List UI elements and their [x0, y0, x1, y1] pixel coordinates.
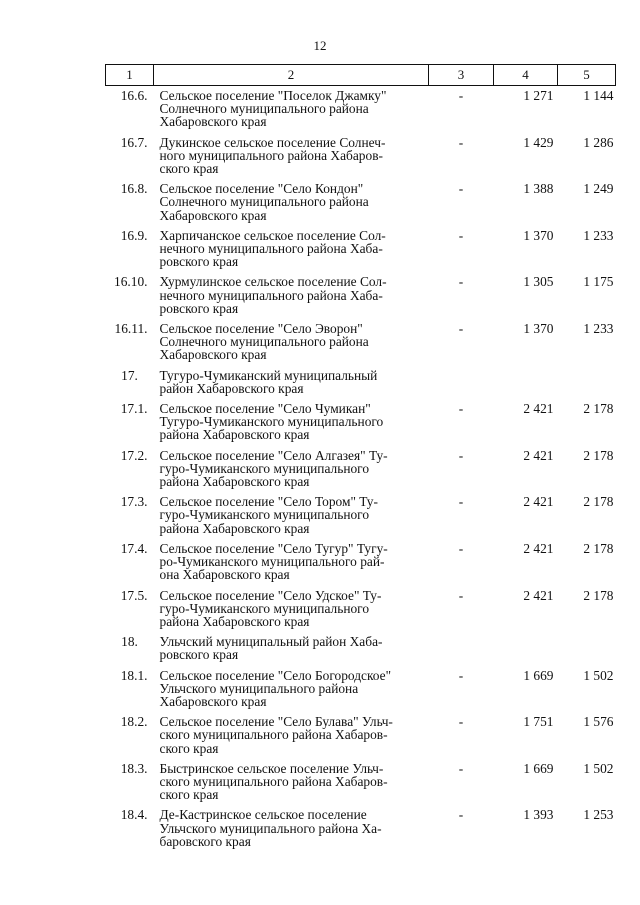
col3-value: -	[458, 134, 464, 150]
col3-value: -	[458, 88, 464, 103]
table-row	[106, 632, 616, 665]
row-number: 18.2.	[120, 714, 148, 730]
settlement-name	[154, 805, 429, 852]
col3-value: -	[458, 807, 464, 823]
row-number: 16.11.	[114, 321, 148, 337]
header-col-2: 2	[154, 65, 429, 86]
table-row	[106, 366, 616, 399]
settlement-name-line: Солнечного муниципального района	[159, 194, 369, 210]
table-row	[106, 759, 616, 806]
row-number: 16.9.	[120, 227, 148, 243]
col4-value: 1 370	[523, 227, 554, 243]
col4-value: 2 421	[523, 494, 554, 510]
settlement-name-line: Солнечного муниципального района	[159, 101, 369, 117]
table-row	[106, 666, 616, 713]
col4-value: 1 370	[523, 321, 554, 337]
settlement-name-line: Сельское поселение "Село Тором" Ту-	[159, 494, 378, 510]
col3-value: -	[458, 494, 464, 510]
col3-value: -	[458, 714, 464, 730]
settlement-name-line: она Хабаровского края	[159, 567, 290, 583]
col4-value: 2 421	[523, 540, 554, 556]
settlement-name-line: Быстринское сельское поселение Ульч-	[159, 760, 384, 776]
row-number: 16.7.	[120, 134, 148, 150]
settlement-name-line: Тугуро-Чумиканского муниципального	[159, 414, 384, 430]
col4-value: 1 669	[523, 667, 554, 683]
settlement-name-line: ского муниципального района Хабаров-	[159, 727, 388, 743]
settlement-name-line: нечного муниципального района Хаба-	[159, 287, 383, 303]
settlement-name-line: Ульчского муниципального района	[159, 680, 359, 696]
settlement-name-line: Хабаровского края	[159, 114, 267, 130]
col4-value: 1 393	[523, 807, 554, 823]
col5-value: 1 144	[583, 88, 614, 103]
col3-value: -	[458, 321, 464, 337]
col4-value: 1 669	[523, 760, 554, 776]
settlement-name	[154, 539, 429, 586]
row-number: 17.	[121, 367, 138, 383]
row-number: 17.2.	[120, 447, 148, 463]
row-number: 18.	[121, 634, 138, 650]
col5-value: 2 178	[583, 587, 614, 603]
settlement-name-line: Сельское поселение "Село Булава" Ульч-	[159, 714, 393, 730]
table-body	[106, 86, 616, 852]
settlement-name	[154, 319, 429, 366]
settlement-name-line: Сельское поселение "Село Удское" Ту-	[159, 587, 382, 603]
row-number: 18.1.	[120, 667, 148, 683]
col5-value: 2 178	[583, 540, 614, 556]
settlements-table	[105, 64, 616, 852]
col3-value: -	[458, 667, 464, 683]
settlement-name-line: Дукинское сельское поселение Солнеч-	[159, 134, 386, 150]
row-number: 16.8.	[120, 181, 148, 197]
settlement-name-line: Сельское поселение "Поселок Джамку"	[159, 88, 387, 103]
table-row	[106, 319, 616, 366]
settlement-name-line: гуро-Чумиканского муниципального	[159, 507, 370, 523]
settlement-name	[154, 492, 429, 539]
settlement-name	[154, 133, 429, 180]
header-col-1: 1	[106, 65, 154, 86]
settlement-name	[154, 759, 429, 806]
settlement-name-line: Сельское поселение "Село Эворон"	[159, 321, 363, 337]
settlement-name-line: ровского края	[159, 254, 239, 270]
header-row	[106, 65, 616, 86]
table-row	[106, 272, 616, 319]
settlement-name-line: района Хабаровского края	[159, 427, 310, 443]
table-row	[106, 399, 616, 446]
settlement-name	[154, 86, 429, 133]
col5-value: 2 178	[583, 447, 614, 463]
col4-value: 1 271	[523, 88, 554, 103]
settlement-name-line: район Хабаровского края	[159, 380, 304, 396]
settlement-name	[154, 632, 429, 665]
settlement-name-line: Солнечного муниципального района	[159, 334, 369, 350]
settlement-name-line: ровского края	[159, 647, 239, 663]
col4-value: 2 421	[523, 587, 554, 603]
col5-value: 1 502	[583, 760, 614, 776]
settlement-name	[154, 399, 429, 446]
col4-value: 1 429	[523, 134, 554, 150]
settlement-name	[154, 666, 429, 713]
settlement-name-line: баровского края	[159, 833, 251, 849]
row-number: 16.6.	[120, 88, 148, 103]
row-number: 17.5.	[120, 587, 148, 603]
table-row	[106, 179, 616, 226]
table-row	[106, 86, 616, 133]
table-row	[106, 133, 616, 180]
settlement-name	[154, 586, 429, 633]
settlement-name-line: Хурмулинское сельское поселение Сол-	[159, 274, 387, 290]
page-number: 12	[313, 38, 327, 53]
col3-value: -	[458, 447, 464, 463]
settlement-name	[154, 226, 429, 273]
settlement-name-line: Хабаровского края	[159, 347, 267, 363]
settlement-name-line: нечного муниципального района Хаба-	[159, 241, 383, 257]
col3-value: -	[458, 181, 464, 197]
settlement-name-line: Ульчского муниципального района Ха-	[159, 820, 382, 836]
settlement-name-line: Харпичанское сельское поселение Сол-	[159, 227, 386, 243]
table-row	[106, 446, 616, 493]
col4-value: 1 751	[523, 714, 554, 730]
table-row	[106, 805, 616, 852]
settlement-name-line: Сельское поселение "Село Тугур" Тугу-	[159, 540, 388, 556]
col5-value: 1 286	[583, 134, 614, 150]
settlement-name-line: ро-Чумиканского муниципального рай-	[159, 554, 385, 570]
col4-value: 2 421	[523, 401, 554, 417]
settlement-name-line: Хабаровского края	[159, 207, 267, 223]
col4-value	[494, 366, 558, 399]
row-number: 17.1.	[120, 401, 148, 417]
col3-value: -	[458, 540, 464, 556]
col5-value: 1 233	[583, 321, 614, 337]
header-col-5: 5	[558, 65, 616, 86]
col4-value: 2 421	[523, 447, 554, 463]
settlement-name-line: ского края	[159, 740, 219, 756]
settlement-name-line: района Хабаровского края	[159, 474, 310, 490]
col5-value: 2 178	[583, 494, 614, 510]
col4-value	[494, 632, 558, 665]
col3-value: -	[458, 587, 464, 603]
col5-value: 1 502	[583, 667, 614, 683]
col3-value: -	[458, 760, 464, 776]
table-row	[106, 586, 616, 633]
row-number: 18.4.	[120, 807, 148, 823]
table-row	[106, 492, 616, 539]
col5-value: 1 576	[583, 714, 614, 730]
settlement-name-line: ного муниципального района Хабаров-	[159, 147, 383, 163]
settlement-name	[154, 712, 429, 759]
table-row	[106, 712, 616, 759]
row-number: 18.3.	[120, 760, 148, 776]
row-number: 17.4.	[120, 540, 148, 556]
col5-value: 1 253	[583, 807, 614, 823]
settlement-name-line: ского края	[159, 787, 219, 803]
settlement-name	[154, 366, 429, 399]
settlement-name-line: Хабаровского края	[159, 693, 267, 709]
settlement-name-line: ровского края	[159, 300, 239, 316]
row-number: 16.10.	[114, 274, 148, 290]
row-number: 17.3.	[120, 494, 148, 510]
settlement-name-line: Ульчский муниципальный район Хаба-	[159, 634, 383, 650]
settlement-name	[154, 446, 429, 493]
settlement-name-line: района Хабаровского края	[159, 520, 310, 536]
settlement-name-line: ского края	[159, 161, 219, 177]
table-row	[106, 226, 616, 273]
table-row	[106, 539, 616, 586]
settlement-name-line: ского муниципального района Хабаров-	[159, 773, 388, 789]
settlement-name-line: Тугуро-Чумиканский муниципальный	[159, 367, 378, 383]
settlement-name-line: гуро-Чумиканского муниципального	[159, 600, 370, 616]
settlement-name	[154, 272, 429, 319]
col5-value	[558, 632, 616, 665]
settlement-name-line: гуро-Чумиканского муниципального	[159, 460, 370, 476]
settlement-name-line: Де-Кастринское сельское поселение	[159, 807, 367, 823]
header-col-4: 4	[494, 65, 558, 86]
col4-value: 1 305	[523, 274, 554, 290]
col3-value	[429, 366, 494, 399]
col5-value: 1 249	[583, 181, 614, 197]
col5-value: 1 233	[583, 227, 614, 243]
col3-value: -	[458, 401, 464, 417]
settlement-name-line: Сельское поселение "Село Богородское"	[159, 667, 392, 683]
col3-value: -	[458, 274, 464, 290]
col3-value: -	[458, 227, 464, 243]
header-col-3: 3	[429, 65, 494, 86]
settlement-name-line: Сельское поселение "Село Алгазея" Ту-	[159, 447, 388, 463]
col4-value: 1 388	[523, 181, 554, 197]
col5-value: 1 175	[583, 274, 614, 290]
settlement-name-line: Сельское поселение "Село Кондон"	[159, 181, 364, 197]
settlement-name	[154, 179, 429, 226]
col5-value	[558, 366, 616, 399]
settlement-name-line: Сельское поселение "Село Чумикан"	[159, 401, 371, 417]
table-header	[106, 65, 616, 86]
col3-value	[429, 632, 494, 665]
col5-value: 2 178	[583, 401, 614, 417]
settlement-name-line: района Хабаровского края	[159, 613, 310, 629]
